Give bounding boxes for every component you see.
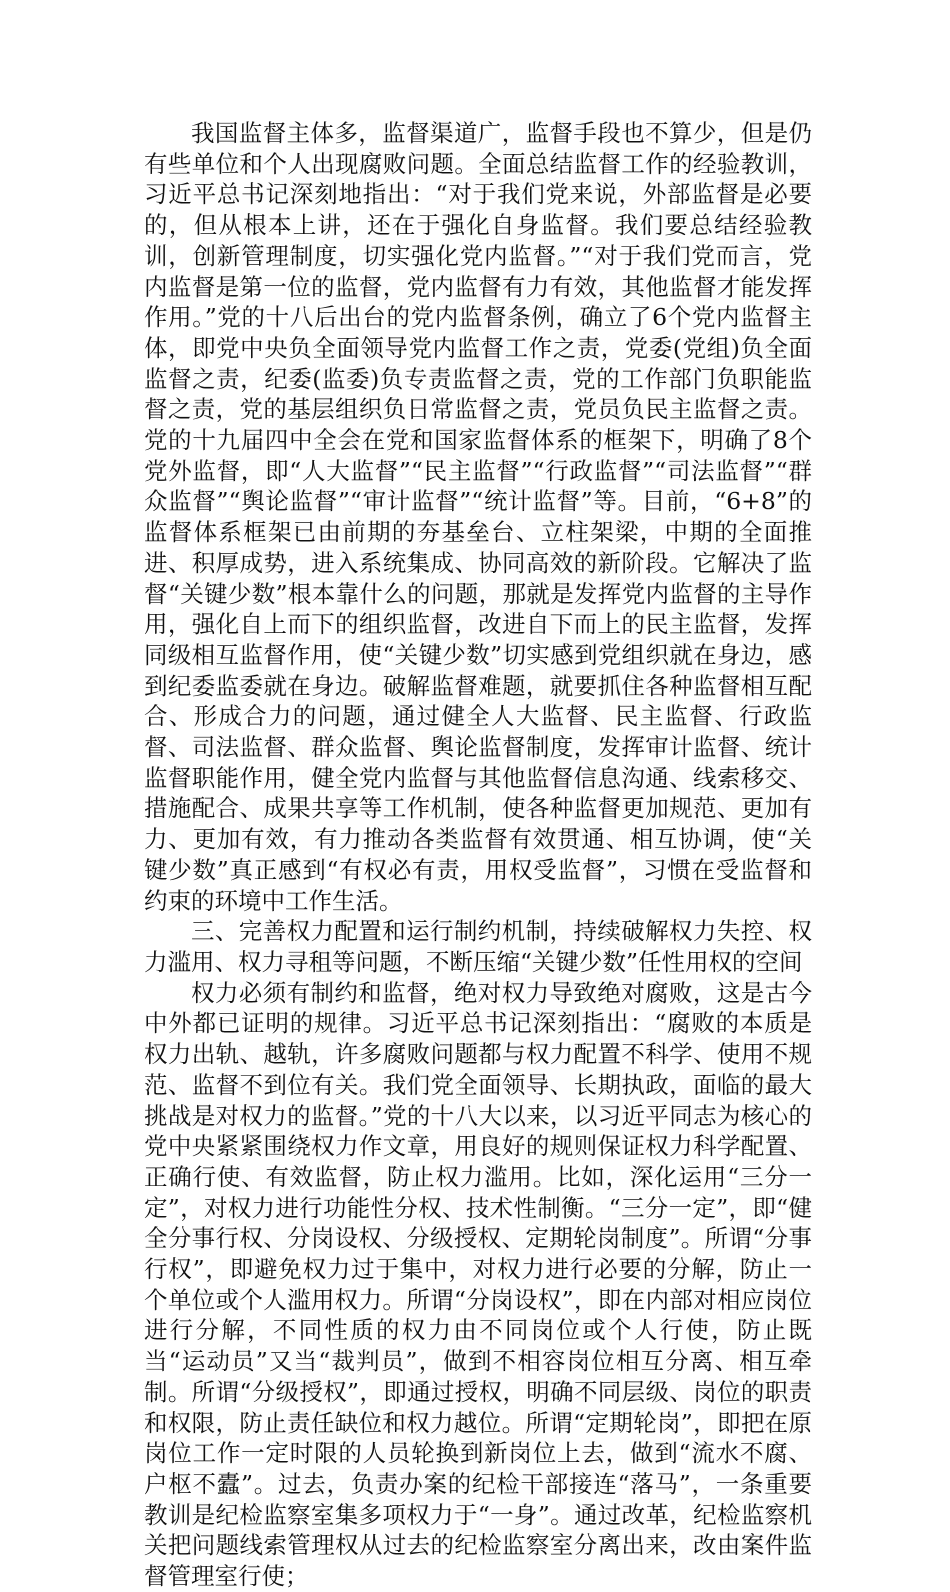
paragraph-power-restriction: 权力必须有制约和监督，绝对权力导致绝对腐败，这是古今中外都已证明的规律。习近平总书记深刻指出：“腐败的本质是权力出轨、越轨，许多腐败问题都与权力配置不科学、使用不规范、监督不到位有关。我们党全面领导、长期执政，面临的最大挑战是对权力的监督。”党的十八大以来，以习近平同志为核心的党中央紧紧围绕权力作文章，用良好的规则保证权力科学配置、正确行使、有效监督，防止权力滥用。比如，深化运用“三分一定”，对权力进行功能性分权、技术性制衡。“三分一定”，即“健全分事行权、分岗设权、分级授权、定期轮岗制度”。所谓“分事行权”，即避免权力过于集中，对权力进行必要的分解，防止一个单位或个人滥用权力。所谓“分岗设权”，即在内部对相应岗位进行分解，不同性质的权力由不同岗位或个人行使，防止既当“运动员”又当“裁判员”，做到不相容岗位相互分离、相互牵制。所谓“分级授权”，即通过授权，明确不同层级、岗位的职责和权限，防止责任缺位和权力越位。所谓“定期轮岗”，即把在原岗位工作一定时限的人员轮换到新岗位上去，做到“流水不腐、户枢不蠹”。过去，负责办案的纪检干部接连“落马”，一条重要教训是纪检监察室集多项权力于“一身”。通过改革，纪检监察机关把问题线索管理权从过去的纪检监察室分离出来，改由案件监督管理室行使； [144, 978, 812, 1591]
document-body [144, 118, 812, 1592]
paragraph-supervision-system: 我国监督主体多，监督渠道广，监督手段也不算少，但是仍有些单位和个人出现腐败问题。全面总结监督工作的经验教训，习近平总书记深刻地指出：“对于我们党来说，外部监督是必要的，但从根本上讲，还在于强化自身监督。我们要总结经验教训，创新管理制度，切实强化党内监督。”“对于我们党而言，党内监督是第一位的监督，党内监督有力有效，其他监督才能发挥作用。”党的十八后出台的党内监督条例，确立了6个党内监督主体，即党中央负全面领导党内监督工作之责，党委(党组)负全面监督之责，纪委(监委)负专责监督之责，党的工作部门负职能监督之责，党的基层组织负日常监督之责，党员负民主监督之责。党的十九届四中全会在党和国家监督体系的框架下，明确了8个党外监督，即“人大监督”“民主监督”“行政监督”“司法监督”“群众监督”“舆论监督”“审计监督”“统计监督”等。目前，“6+8”的监督体系框架已由前期的夯基垒台、立柱架梁，中期的全面推进、积厚成势，进入系统集成、协同高效的新阶段。它解决了监督“关键少数”根本靠什么的问题，那就是发挥党内监督的主导作用，强化自上而下的组织监督，改进自下而上的民主监督，发挥同级相互监督作用，使“关键少数”切实感到党组织就在身边，感到纪委监委就在身边。破解监督难题，就要抓住各种监督相互配合、形成合力的问题，通过健全人大监督、民主监督、行政监督、司法监督、群众监督、舆论监督制度，发挥审计监督、统计监督职能作用，健全党内监督与其他监督信息沟通、线索移交、措施配合、成果共享等工作机制，使各种监督更加规范、更加有力、更加有效，有力推动各类监督有效贯通、相互协调，使“关键少数”真正感到“有权必有责，用权受监督”，习惯在受监督和约束的环境中工作生活。 [144, 119, 812, 915]
section-heading-power-allocation: 三、完善权力配置和运行制约机制，持续破解权力失控、权力滥用、权力寻租等问题，不断压缩“关键少数”任性用权的空间 [144, 917, 812, 976]
